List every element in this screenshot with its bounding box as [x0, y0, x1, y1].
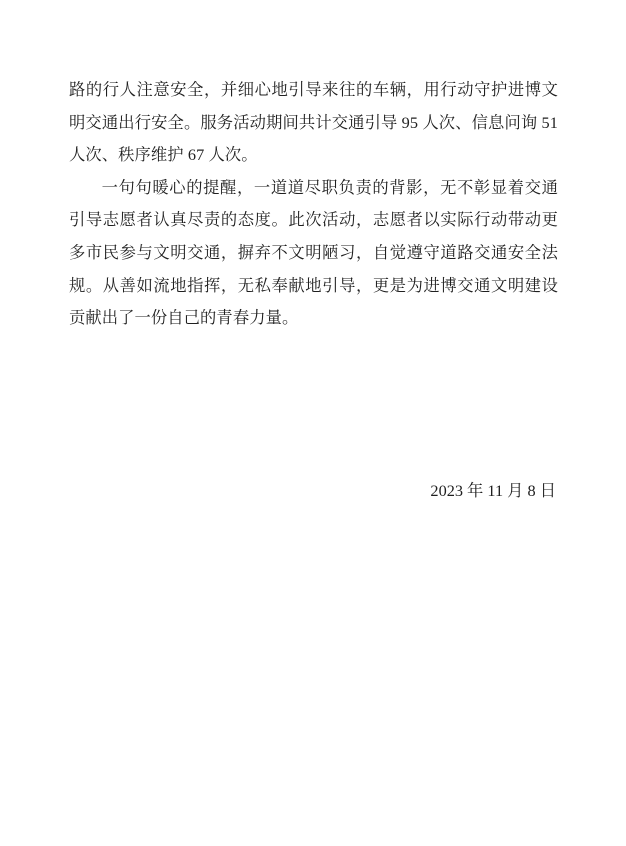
paragraph-traffic-stats: 路的行人注意安全，并细心地引导来往的车辆，用行动守护进博文明交通出行安全。服务活动期间共计交通引导 95 人次、信息问询 51 人次、秩序维护 67 人次。	[69, 80, 558, 165]
document-date: 2023 年 11 月 8 日	[430, 481, 556, 500]
paragraph-closing-remarks: 一句句暖心的提醒，一道道尽职负责的背影，无不彰显着交通引导志愿者认真尽责的态度。此次活动，志愿者以实际行动带动更多市民参与文明交通，摒弃不文明陋习，自觉遵守道路交通安全法规。从善如流地指挥，无私奉献地引导，更是为进博交通文明建设贡献出了一份自己的青春力量。	[69, 177, 558, 328]
document-body	[69, 74, 558, 335]
